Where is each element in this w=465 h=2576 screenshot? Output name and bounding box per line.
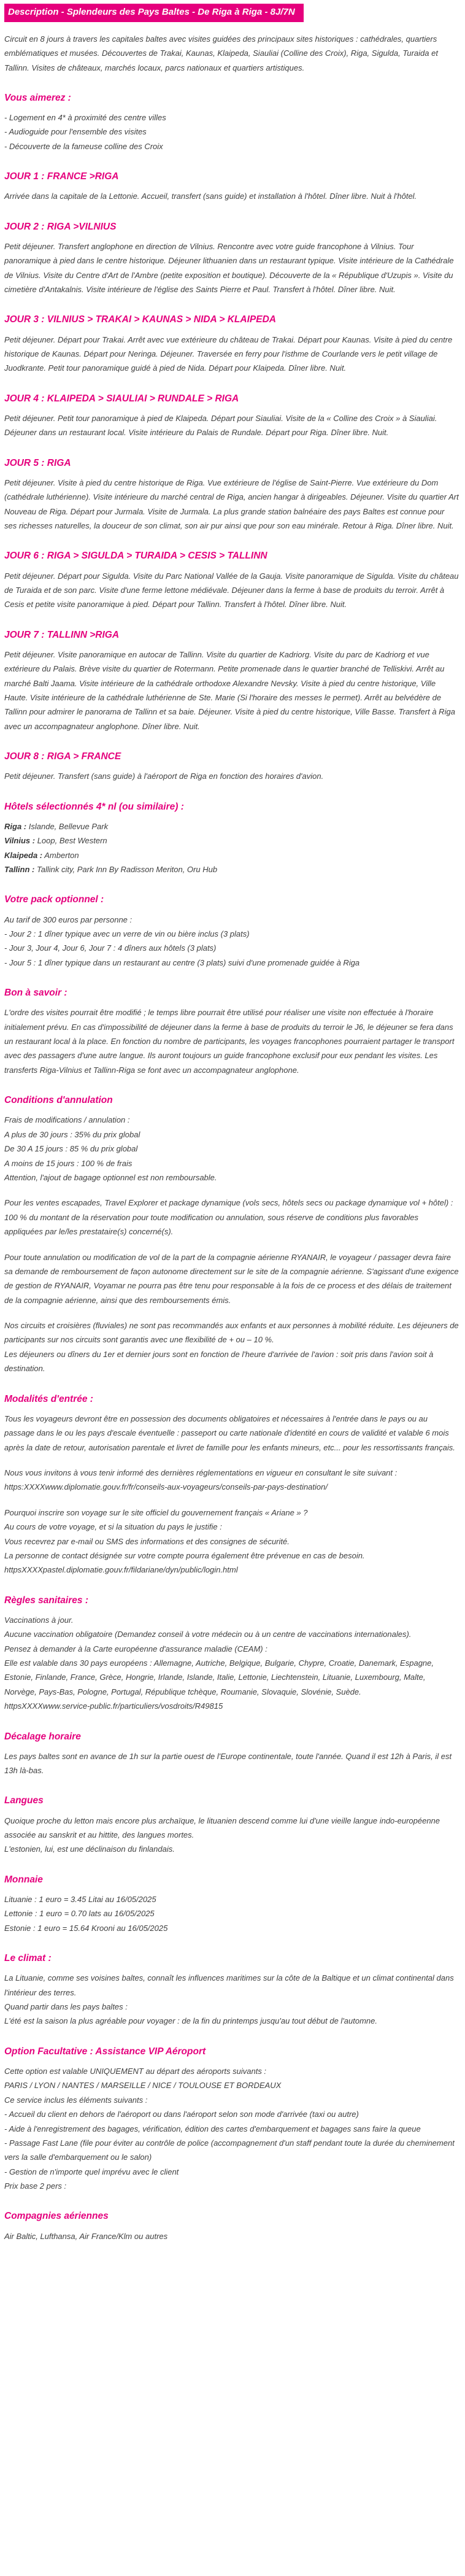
- line-lead: Klaipeda :: [4, 850, 43, 860]
- text-line: Petit déjeuner. Visite à pied du centre historique de Riga. Vue extérieure de l'église de Saint-Pierre. Vue extérieure du Dom (cathédrale luthérienne). Visite intérieure du marché central de Riga, ancien hangar à dirigeables. Déjeuner. Visite du quartier Art Nouveau de Riga. Départ pour Jurmala. Visite de Jurmala. La plus grande station balnéaire des pays Baltes est connue pour ses richesses naturelles, la douceur de son climat, son air pur ainsi que pour son eau minérale. Retour à Riga. Dîner libre. Nuit.: [4, 478, 459, 531]
- text-block: [4, 1412, 459, 1455]
- text-line: Au tarif de 300 euros par personne :: [4, 915, 133, 924]
- text-line: Air Baltic, Lufthansa, Air France/Klm ou autres: [4, 2231, 168, 2241]
- text-line: - Découverte de la fameuse colline des Croix: [4, 141, 163, 151]
- text-line: Estonie : 1 euro = 15.64 Krooni au 16/05/2025: [4, 1923, 168, 1933]
- text-line: Arrivée dans la capitale de la Lettonie. Accueil, transfert (sans guide) et installation à l'hôtel. Dîner libre. Nuit à l'hôtel.: [4, 191, 417, 201]
- section-heading: Option Facultative : Assistance VIP Aéroport: [4, 2046, 206, 2057]
- section-heading: Compagnies aériennes: [4, 2211, 109, 2222]
- text-line: [4, 834, 459, 848]
- text-line: - Jour 2 : 1 dîner typique avec un verre de vin ou bière inclus (3 plats): [4, 929, 250, 938]
- text-line: Aucune vaccination obligatoire (Demandez conseil à votre médecin ou à un centre de vaccinations internationales).: [4, 1630, 412, 1639]
- text-line: Vous recevrez par e-mail ou SMS des informations et des consignes de sécurité.: [4, 1536, 290, 1546]
- section-pack-optionnel: [4, 894, 459, 970]
- section-heading: Modalités d'entrée :: [4, 1393, 93, 1404]
- text-block: [4, 769, 459, 783]
- text-block: [4, 1466, 459, 1495]
- section-heading: Bon à savoir :: [4, 988, 67, 999]
- text-line: L'ordre des visites pourrait être modifié ; le temps libre pourrait être utilisé pour réaliser une visite non effectuée à l'horaire initialement prévu. En cas d'impossibilité de déjeuner dans la ferme à base de produits du terroir le J6, le déjeuner se fera dans un restaurant local à la place. En fonction du nombre de participants, les voyages francophones pourraient partager le transport avec des passagers d'une autre langue. Ils auront toujours un guide francophone exclusif pour eux pendant les visites. Les transferts Riga-Vilnius et Tallinn-Riga se font avec un accompagnateur anglophone.: [4, 1008, 455, 1075]
- section-monnaie: [4, 1874, 459, 1935]
- document-content: [4, 32, 459, 2243]
- text-line: - Accueil du client en dehors de l'aéroport ou dans l'aéroport selon son mode d'arrivée (taxi ou autre): [4, 2110, 359, 2119]
- text-line: Nos circuits et croisières (fluviales) ne sont pas recommandés aux enfants et aux personnes à mobilité réduite. Les déjeuners de participants sur nos circuits sont garantis avec une flexibilité de + ou – 10 %.: [4, 1321, 459, 1345]
- section-heading: Hôtels sélectionnés 4* nl (ou similaire) :: [4, 801, 184, 812]
- text-line: Cette option est valable UNIQUEMENT au départ des aéroports suivants :: [4, 2066, 267, 2076]
- text-line: Quand partir dans les pays baltes :: [4, 2002, 128, 2012]
- section-conditions-annulation: [4, 1094, 459, 1375]
- text-block: [4, 648, 459, 733]
- text-block: [4, 1506, 459, 1577]
- section-heading: Votre pack optionnel :: [4, 894, 104, 905]
- section-vous-aimerez: [4, 92, 459, 153]
- text-block: [4, 333, 459, 376]
- section-heading: Conditions d'annulation: [4, 1095, 113, 1106]
- text-line: A plus de 30 jours : 35% du prix global: [4, 1129, 140, 1139]
- text-line: Lettonie : 1 euro = 0.70 lats au 16/05/2025: [4, 1909, 155, 1919]
- text-block: [4, 1814, 459, 1857]
- section-heading: JOUR 1 : FRANCE >RIGA: [4, 171, 119, 182]
- text-line: Petit déjeuner. Petit tour panoramique à pied de Klaipeda. Départ pour Siauliai. Visite de la « Colline des Croix » à Siauliai. Déjeuner dans un restaurant local. Visite intérieure du Palais de Rundale. Départ pour Riga. Dîner libre. Nuit.: [4, 413, 437, 438]
- text-block: [4, 569, 459, 612]
- section-jour-4: [4, 393, 459, 440]
- text-line: Prix base 2 pers :: [4, 2181, 67, 2191]
- text-line: [4, 848, 459, 862]
- section-heading: Monnaie: [4, 1874, 43, 1885]
- text-line: Petit déjeuner. Départ pour Trakai. Arrêt avec vue extérieure du château de Trakai. Départ pour Kaunas. Visite à pied du centre historique de Kaunas. Départ pour Neringa. Déjeuner. Traversée en ferry pour l'isthme de Courlande vers le petit village de Juodkrante. Petit tour panoramique guidé à pied de Nida. Départ pour Klaipeda. Dîner libre. Nuit.: [4, 335, 453, 373]
- section-regles-sanitaires: [4, 1595, 459, 1714]
- text-line: - Passage Fast Lane (file pour éviter au contrôle de police (accompagnement d'un staff pendant toute la durée du cheminement vers la salle d'embarquement ou le salon): [4, 2138, 455, 2162]
- text-block: [4, 2229, 459, 2243]
- section-jour-8: [4, 751, 459, 784]
- section-jour-7: [4, 629, 459, 733]
- line-text: Islande, Bellevue Park: [28, 821, 109, 831]
- section-climat: [4, 1952, 459, 2029]
- text-block: [4, 32, 459, 75]
- text-line: Pensez à demander à la Carte européenne d'assurance maladie (CEAM) :: [4, 1644, 267, 1654]
- section-jour-3: [4, 314, 459, 375]
- text-line: L'été est la saison la plus agréable pour voyager : de la fin du printemps jusqu'au tout début de l'automne.: [4, 2016, 378, 2026]
- section-heading: Le climat :: [4, 1953, 52, 1964]
- document-title: Description - Splendeurs des Pays Baltes - De Riga à Riga - 8J/7N: [8, 7, 295, 17]
- text-line: Petit déjeuner. Transfert (sans guide) à l'aéroport de Riga en fonction des horaires d'avion.: [4, 772, 324, 781]
- section-compagnies-aeriennes: [4, 2210, 459, 2243]
- line-lead: Vilnius :: [4, 836, 36, 846]
- section-heading: Décalage horaire: [4, 1731, 81, 1742]
- section-heading: JOUR 4 : KLAIPEDA > SIAULIAI > RUNDALE > RIGA: [4, 393, 239, 404]
- text-line: Les déjeuners ou dîners du 1er et dernier jours sont en fonction de l'heure d'arrivée de l'avion : soit pris dans l'avion soit à destination.: [4, 1349, 434, 1374]
- text-line: Vaccinations à jour.: [4, 1615, 74, 1625]
- section-option-vip: [4, 2046, 459, 2194]
- text-line: La personne de contact désignée sur votre compte pourra également être prévenue en cas de besoin.: [4, 1550, 365, 1560]
- section-decalage-horaire: [4, 1731, 459, 1778]
- text-line: Petit déjeuner. Visite panoramique en autocar de Tallinn. Visite du quartier de Kadriorg. Visite du parc de Kadriorg et vue extérieure du Palais. Brève visite du quartier de Rotermann. Petite promenade dans le quartier branché de Telliskivi. Arrêt au marché Balti Jaama. Visite intérieure de la cathédrale orthodoxe Alexandre Nevsky. Visite à pied du centre historique, Ville Haute. Visite intérieure de la cathédrale luthérienne de Ste. Marie (Si l'horaire des messes le permet). Arrêt au belvédère de Tallinn pour admirer le panorama de Tallinn et sa baie. Déjeuner. Visite à pied du centre historique, Ville Basse. Transfert à Riga avec un accompagnateur anglophone. Dîner libre. Nuit.: [4, 649, 455, 731]
- text-line: Frais de modifications / annulation :: [4, 1115, 130, 1125]
- text-line: Ce service inclus les éléments suivants :: [4, 2095, 148, 2105]
- text-block: [4, 411, 459, 440]
- text-line: - Logement en 4* à proximité des centre villes: [4, 113, 166, 123]
- text-line: Pour les ventes escapades, Travel Explorer et package dynamique (vols secs, hôtels secs ou package dynamique vol + hôtel) : 100 % du montant de la réservation pour toute modification ou annulation, sous réserve de conditions plus favorables appliquées par le/les prestataire(s) concerné(s).: [4, 1198, 453, 1237]
- text-block: [4, 1005, 459, 1077]
- text-line: Les pays baltes sont en avance de 1h sur la partie ouest de l'Europe continentale, toute l'année. Quand il est 12h à Paris, il est 13h là-bas.: [4, 1751, 452, 1776]
- text-line: Au cours de votre voyage, et si la situation du pays le justifie :: [4, 1522, 222, 1532]
- text-line: A moins de 15 jours : 100 % de frais: [4, 1158, 133, 1168]
- url-text: httpsXXXXwww.service-public.fr/particuliers/vosdroits/R49815: [4, 1701, 223, 1711]
- section-jour-1: [4, 171, 459, 204]
- line-lead: Riga :: [4, 821, 27, 831]
- text-line: L'estonien, lui, est une déclinaison du finlandais.: [4, 1844, 175, 1854]
- section-hotels: [4, 801, 459, 877]
- text-block: [4, 1749, 459, 1778]
- text-line: [4, 819, 459, 834]
- text-line: - Jour 5 : 1 dîner typique dans un restaurant au centre (3 plats) suivi d'une promenade guidée à Riga: [4, 957, 360, 967]
- text-line: - Aide à l'enregistrement des bagages, vérification, édition des cartes d'embarquement et bagages sans faire la queue: [4, 2124, 421, 2133]
- section-bon-a-savoir: [4, 987, 459, 1077]
- section-heading: JOUR 7 : TALLINN >RIGA: [4, 629, 120, 640]
- text-line: Nous vous invitons à vous tenir informé des dernières réglementations en vigueur en consultant le site suivant : https:XXXXwww.diplomatie.gouv.fr/fr/conseils-aux-voyageurs/conseils-par-pays-destination/: [4, 1468, 398, 1492]
- text-line: Petit déjeuner. Départ pour Sigulda. Visite du Parc National Vallée de la Gauja. Visite panoramique de Sigulda. Visite du château de Turaida et de son parc. Visite d'une ferme lettone médiévale. Déjeuner dans la ferme à base de produits du terroir. Arrêt à Cesis et petite visite panoramique à pied. Départ pour Tallinn. Transfert à l'hôtel. Dîner libre. Nuit.: [4, 571, 459, 609]
- text-block: [4, 1250, 459, 1308]
- section-jour-6: [4, 550, 459, 611]
- text-line: [4, 862, 459, 876]
- section-heading: Règles sanitaires :: [4, 1595, 88, 1606]
- text-block: [4, 476, 459, 533]
- section-jour-2: [4, 221, 459, 297]
- text-block: [4, 819, 459, 877]
- text-line: La Lituanie, comme ses voisines baltes, connaît les influences maritimes sur la côte de la Baltique et un climat continental dans l'intérieur des terres.: [4, 1973, 454, 1997]
- section-heading: Vous aimerez :: [4, 92, 71, 103]
- section-heading: JOUR 6 : RIGA > SIGULDA > TURAIDA > CESIS > TALLINN: [4, 551, 267, 562]
- text-block: [4, 1318, 459, 1376]
- text-line: Elle est valable dans 30 pays européens : Allemagne, Autriche, Belgique, Bulgarie, Chypre, Croatie, Danemark, Espagne, Estonie, Finlande, France, Grèce, Hongrie, Irlande, Islande, Italie, Lettonie, Liechtenstein, Lituanie, Luxembourg, Malte, Norvège, Pays-Bas, Pologne, Portugal, République tchèque, Roumanie, Slovaquie, Slovénie, Suède.: [4, 1658, 434, 1696]
- section-jour-5: [4, 457, 459, 533]
- section-heading: JOUR 5 : RIGA: [4, 457, 71, 468]
- text-block: [4, 110, 459, 153]
- text-block: [4, 239, 459, 297]
- text-block: [4, 2064, 459, 2194]
- section-heading: Langues: [4, 1795, 44, 1806]
- text-block: [4, 1892, 459, 1935]
- text-line: Circuit en 8 jours à travers les capitales baltes avec visites guidées des principaux sites historiques : cathédrales, quartiers emblématiques et musées. Découvertes de Trakai, Kaunas, Klaipeda, Siauliai (Colline des Croix), Riga, Sigulda, Turaida et Tallinn. Visites de châteaux, marchés locaux, parcs nationaux et quartiers artistiques.: [4, 34, 438, 72]
- text-line: Lituanie : 1 euro = 3.45 Litai au 16/05/2025: [4, 1894, 156, 1904]
- text-block: [4, 1196, 459, 1239]
- text-line: De 30 A 15 jours : 85 % du prix global: [4, 1144, 138, 1154]
- text-line: - Gestion de n'importe quel imprévu avec le client: [4, 2167, 179, 2176]
- text-block: [4, 913, 459, 970]
- text-block: [4, 1971, 459, 2029]
- line-lead: Tallinn :: [4, 865, 35, 875]
- text-line: Pourquoi inscrire son voyage sur le site officiel du gouvernement français « Ariane » ?: [4, 1507, 308, 1517]
- text-line: - Audioguide pour l'ensemble des visites: [4, 127, 147, 137]
- text-line: - Jour 3, Jour 4, Jour 6, Jour 7 : 4 dîners aux hôtels (3 plats): [4, 943, 217, 953]
- line-text: Loop, Best Western: [37, 836, 107, 846]
- text-line: Quoique proche du letton mais encore plus archaïque, le lituanien descend comme lui d'une vieille langue indo-européenne associée au sanskrit et au hittite, des langues mortes.: [4, 1816, 440, 1839]
- section-heading: JOUR 3 : VILNIUS > TRAKAI > KAUNAS > NIDA > KLAIPEDA: [4, 314, 276, 325]
- section-langues: [4, 1795, 459, 1856]
- line-text: Amberton: [44, 850, 79, 860]
- text-line: Attention, l'ajout de bagage optionnel est non remboursable.: [4, 1172, 217, 1182]
- text-line: Pour toute annulation ou modification de vol de la part de la compagnie aérienne RYANAIR, le voyageur / passager devra faire sa demande de remboursement de façon autonome directement sur le site de la compagnie aérienne. S'agissant d'une exigence de gestion de RYANAIR, Voyamar ne pourra pas être tenu pour responsable à la fois de ce process et des délais de traitement de la compagnie aérienne, ainsi que des remboursements émis.: [4, 1252, 459, 1305]
- url-text: httpsXXXXpastel.diplomatie.gouv.fr/fildariane/dyn/public/login.html: [4, 1565, 238, 1575]
- text-block: [4, 1113, 459, 1185]
- line-text: Tallink city, Park Inn By Radisson Meriton, Oru Hub: [36, 865, 218, 875]
- text-line: Tous les voyageurs devront être en possession des documents obligatoires et nécessaires à l'entrée dans le pays ou au passage dans le ou les pays d'escale éventuelle : passeport ou carte nationale d'identité en cours de validité et valable 6 mois après la date de retour, autorisation parentale et livret de famille pour les enfants mineurs, etc... pour les ressortissants français.: [4, 1414, 455, 1452]
- section-heading: JOUR 2 : RIGA >VILNIUS: [4, 221, 117, 232]
- section-heading: JOUR 8 : RIGA > FRANCE: [4, 751, 121, 762]
- section-intro: [4, 32, 459, 75]
- section-modalites-entree: [4, 1393, 459, 1577]
- text-block: [4, 1613, 459, 1714]
- text-block: [4, 189, 459, 203]
- document-title-bar: [4, 4, 304, 22]
- text-line: Petit déjeuner. Transfert anglophone en direction de Vilnius. Rencontre avec votre guide francophone à Vilnius. Tour panoramique à pied dans le centre historique. Déjeuner lithuanien dans un restaurant typique. Visite intérieure de la Cathédrale de Vilnius. Visite du Centre d'Art de l'Ambre (petite exposition et boutique). Découverte de la « République d'Uzupis ». Visite du cimetière d'Antakalnis. Visite intérieure de l'église des Saints Pierre et Paul. Transfert à l'hôtel. Dîner libre. Nuit.: [4, 241, 454, 295]
- text-line: PARIS / LYON / NANTES / MARSEILLE / NICE / TOULOUSE ET BORDEAUX: [4, 2081, 282, 2091]
